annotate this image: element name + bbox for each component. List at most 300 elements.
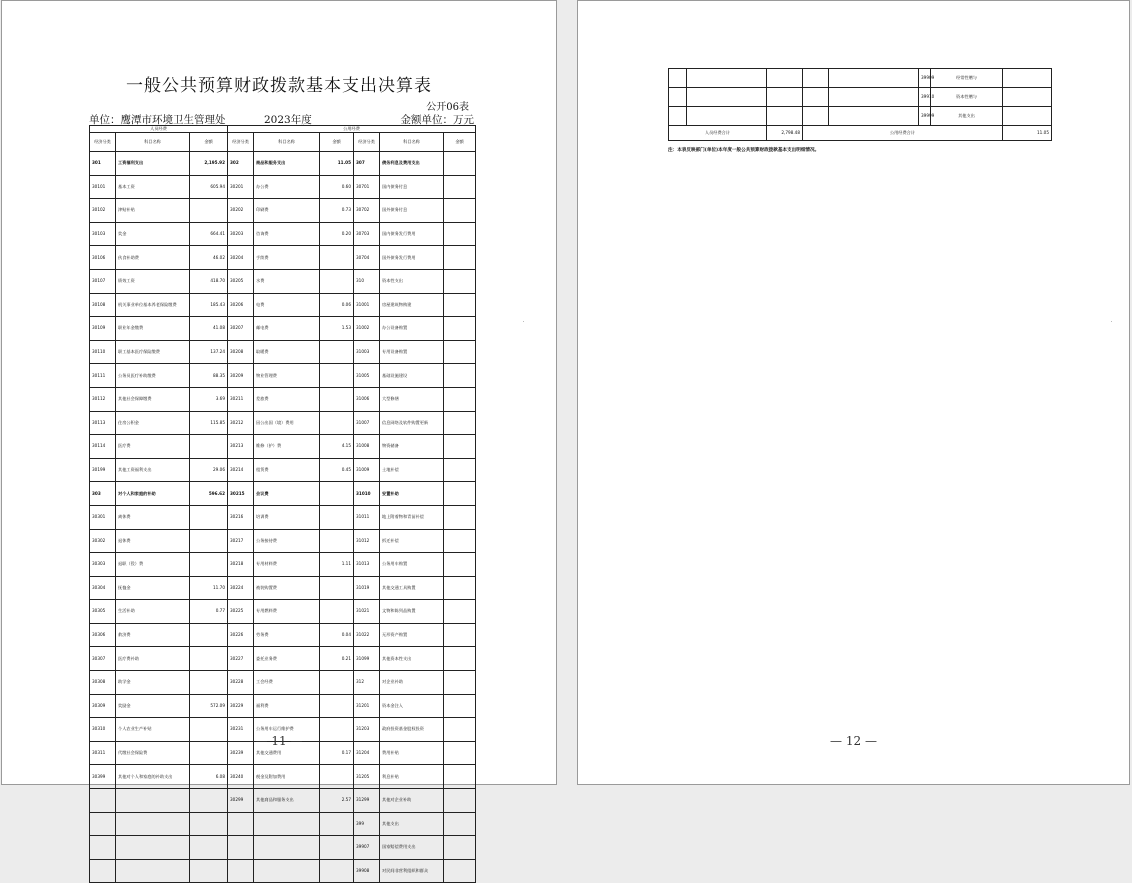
amount-cell: 0.06 <box>320 293 354 317</box>
econ-code-cell <box>90 859 116 883</box>
item-name-cell: 手续费 <box>254 246 320 270</box>
table-row <box>90 411 476 435</box>
econ-code-cell: 31205 <box>354 765 380 789</box>
amount-cell <box>190 812 228 836</box>
amount-cell: 1.11 <box>320 553 354 577</box>
econ-code-cell: 30202 <box>228 199 254 223</box>
column-header: 金额 <box>320 133 354 152</box>
amount-cell <box>190 553 228 577</box>
column-header: 科目名称 <box>380 133 444 152</box>
amount-cell <box>320 340 354 364</box>
amount-cell <box>444 387 476 411</box>
econ-code-cell <box>228 812 254 836</box>
amount-cell <box>444 482 476 506</box>
item-name-cell: 专用设备购置 <box>380 340 444 364</box>
amount-cell <box>320 246 354 270</box>
table-row <box>90 812 476 836</box>
item-name-cell: 津贴补贴 <box>116 199 190 223</box>
table-cell <box>1003 107 1052 126</box>
item-name-cell: 福利费 <box>254 694 320 718</box>
amount-cell: 0.20 <box>320 222 354 246</box>
item-name-cell: 地上附着物和青苗补偿 <box>380 505 444 529</box>
amount-cell <box>444 623 476 647</box>
econ-code-cell: 30226 <box>228 623 254 647</box>
econ-code-cell: 31299 <box>354 789 380 813</box>
amount-cell <box>190 647 228 671</box>
table-row <box>90 505 476 529</box>
econ-code-cell: 31022 <box>354 623 380 647</box>
amount-cell <box>190 623 228 647</box>
item-name-cell: 资本金注入 <box>380 694 444 718</box>
column-header: 科目名称 <box>254 133 320 152</box>
item-name-cell: 其他对个人和家庭的补助支出 <box>116 765 190 789</box>
item-name-cell <box>116 812 190 836</box>
item-name-cell: 利息补贴 <box>380 765 444 789</box>
item-name-cell: 政府投资基金股权投资 <box>380 718 444 742</box>
econ-code-cell: 30108 <box>90 293 116 317</box>
econ-code-cell: 31005 <box>354 364 380 388</box>
table-cell <box>767 107 803 126</box>
table-row <box>90 387 476 411</box>
item-name-cell: 水费 <box>254 269 320 293</box>
item-name-cell: 基本工资 <box>116 175 190 199</box>
amount-cell: 29.06 <box>190 458 228 482</box>
table-cell <box>767 88 803 107</box>
econ-code-cell: 30110 <box>90 340 116 364</box>
item-name-cell: 救济费 <box>116 623 190 647</box>
item-name-cell: 基础设施建设 <box>380 364 444 388</box>
econ-code-cell: 39907 <box>354 836 380 860</box>
item-name-cell: 国内债务付息 <box>380 175 444 199</box>
amount-cell: 2,195.92 <box>190 152 228 176</box>
table-row <box>90 553 476 577</box>
econ-code-cell: 30207 <box>228 317 254 341</box>
table-cell <box>803 69 829 88</box>
econ-code-cell: 30701 <box>354 175 380 199</box>
econ-code-cell: 31012 <box>354 529 380 553</box>
table-cell <box>669 69 687 88</box>
amount-cell: 11.70 <box>190 576 228 600</box>
amount-cell <box>320 505 354 529</box>
item-name-cell: 培训费 <box>254 505 320 529</box>
econ-code-cell: 30704 <box>354 246 380 270</box>
econ-code-cell: 31009 <box>354 458 380 482</box>
item-name-cell: 邮电费 <box>254 317 320 341</box>
table-row <box>90 529 476 553</box>
amount-cell: 115.85 <box>190 411 228 435</box>
item-name-cell: 奖金 <box>116 222 190 246</box>
table-row <box>90 152 476 176</box>
amount-cell <box>444 647 476 671</box>
table-cell: 其他支出 <box>931 107 1003 126</box>
amount-cell <box>444 199 476 223</box>
econ-code-cell: 30308 <box>90 671 116 695</box>
item-name-cell: 专用燃料费 <box>254 600 320 624</box>
item-name-cell <box>254 859 320 883</box>
econ-code-cell: 30199 <box>90 458 116 482</box>
econ-code-cell: 30303 <box>90 553 116 577</box>
econ-code-cell: 30204 <box>228 246 254 270</box>
item-name-cell: 职业年金缴费 <box>116 317 190 341</box>
amount-cell <box>320 859 354 883</box>
amount-cell <box>320 812 354 836</box>
amount-cell <box>444 836 476 860</box>
econ-code-cell: 30208 <box>228 340 254 364</box>
report-title: 一般公共预算财政拨款基本支出决算表 <box>126 76 432 96</box>
item-name-cell: 对企业补助 <box>380 671 444 695</box>
amount-cell: 88.35 <box>190 364 228 388</box>
item-name-cell <box>254 812 320 836</box>
amount-cell <box>320 364 354 388</box>
amount-cell: 2.57 <box>320 789 354 813</box>
amount-cell <box>444 435 476 459</box>
unit-label: 单位：鹰潭市环境卫生管理处 <box>89 114 226 126</box>
expenditure-table <box>89 125 476 883</box>
amount-cell <box>320 387 354 411</box>
item-name-cell: 退职（役）费 <box>116 553 190 577</box>
econ-code-cell <box>90 812 116 836</box>
table-row <box>90 293 476 317</box>
item-name-cell: 被装购置费 <box>254 576 320 600</box>
econ-code-cell: 30399 <box>90 765 116 789</box>
econ-code-cell: 30299 <box>228 789 254 813</box>
table-row <box>90 246 476 270</box>
table-cell <box>687 88 767 107</box>
econ-code-cell: 30224 <box>228 576 254 600</box>
amount-cell: 41.08 <box>190 317 228 341</box>
year-label: 2023年度 <box>264 114 312 126</box>
page-12 <box>577 0 1130 785</box>
column-header-row <box>90 133 476 152</box>
amount-cell <box>444 269 476 293</box>
amount-cell: 185.43 <box>190 293 228 317</box>
table-cell <box>687 69 767 88</box>
amount-cell <box>320 836 354 860</box>
item-name-cell: 其他交通费用 <box>254 741 320 765</box>
item-name-cell: 文物和陈列品购置 <box>380 600 444 624</box>
table-row <box>669 107 1052 126</box>
amount-cell <box>444 175 476 199</box>
amount-cell <box>444 694 476 718</box>
item-name-cell: 医疗费 <box>116 435 190 459</box>
econ-code-cell: 30107 <box>90 269 116 293</box>
econ-code-cell: 30217 <box>228 529 254 553</box>
total-row <box>669 126 1052 141</box>
table-row <box>669 69 1052 88</box>
econ-code-cell: 30228 <box>228 671 254 695</box>
amount-cell <box>320 269 354 293</box>
amount-cell <box>190 529 228 553</box>
econ-code-cell: 30305 <box>90 600 116 624</box>
amount-cell: 6.08 <box>190 765 228 789</box>
amount-cell <box>190 199 228 223</box>
table-row <box>90 364 476 388</box>
econ-code-cell: 30309 <box>90 694 116 718</box>
item-name-cell: 专用材料费 <box>254 553 320 577</box>
table-row <box>90 435 476 459</box>
column-header: 金额 <box>444 133 476 152</box>
econ-code-cell: 31203 <box>354 718 380 742</box>
item-name-cell: 咨询费 <box>254 222 320 246</box>
page-number: — 12 — <box>830 734 877 748</box>
amount-cell <box>190 836 228 860</box>
amount-cell <box>444 859 476 883</box>
econ-code-cell: 30209 <box>228 364 254 388</box>
item-name-cell: 租赁费 <box>254 458 320 482</box>
item-name-cell: 物业管理费 <box>254 364 320 388</box>
amount-cell: 0.04 <box>320 623 354 647</box>
item-name-cell: 代缴社会保险费 <box>116 741 190 765</box>
item-name-cell: 房屋建筑物购建 <box>380 293 444 317</box>
amount-cell <box>444 671 476 695</box>
item-name-cell <box>254 836 320 860</box>
item-name-cell: 拆迁补偿 <box>380 529 444 553</box>
econ-code-cell: 31021 <box>354 600 380 624</box>
econ-code-cell: 30239 <box>228 741 254 765</box>
item-name-cell: 信息网络及软件购置更新 <box>380 411 444 435</box>
column-header: 科目名称 <box>116 133 190 152</box>
item-name-cell: 住房公积金 <box>116 411 190 435</box>
amount-cell: 605.94 <box>190 175 228 199</box>
econ-code-cell: 301 <box>90 152 116 176</box>
econ-code-cell: 30213 <box>228 435 254 459</box>
item-name-cell: 商品和服务支出 <box>254 152 320 176</box>
item-name-cell: 其他交通工具购置 <box>380 576 444 600</box>
column-header: 金额 <box>190 133 228 152</box>
econ-code-cell: 30302 <box>90 529 116 553</box>
amount-cell <box>320 576 354 600</box>
table-cell <box>687 107 767 126</box>
item-name-cell: 机关事业单位基本养老保险缴费 <box>116 293 190 317</box>
item-name-cell: 奖励金 <box>116 694 190 718</box>
group-header-personnel: 人员经费 <box>90 126 228 133</box>
econ-code-cell: 39908 <box>354 859 380 883</box>
econ-code-cell: 399 <box>354 812 380 836</box>
amount-cell: 0.17 <box>320 741 354 765</box>
amount-cell: 46.02 <box>190 246 228 270</box>
expenditure-table-continued <box>668 68 1052 141</box>
econ-code-cell: 30311 <box>90 741 116 765</box>
column-header: 经济分类 <box>354 133 380 152</box>
table-row <box>90 458 476 482</box>
item-name-cell: 取暖费 <box>254 340 320 364</box>
item-name-cell: 个人农业生产补贴 <box>116 718 190 742</box>
amount-cell: 418.70 <box>190 269 228 293</box>
econ-code-cell: 30307 <box>90 647 116 671</box>
amount-cell <box>320 529 354 553</box>
amount-cell: 572.09 <box>190 694 228 718</box>
item-name-cell: 办公设备购置 <box>380 317 444 341</box>
econ-code-cell: 30211 <box>228 387 254 411</box>
econ-code-cell: 31013 <box>354 553 380 577</box>
amount-cell <box>444 812 476 836</box>
amount-cell: 0.73 <box>320 199 354 223</box>
table-row <box>90 199 476 223</box>
item-name-cell: 委托业务费 <box>254 647 320 671</box>
table-row <box>90 269 476 293</box>
econ-code-cell: 303 <box>90 482 116 506</box>
table-row <box>90 576 476 600</box>
amount-cell <box>190 671 228 695</box>
econ-code-cell: 30112 <box>90 387 116 411</box>
table-cell: 39999 <box>919 107 931 126</box>
econ-code-cell: 30240 <box>228 765 254 789</box>
econ-code-cell: 30205 <box>228 269 254 293</box>
table-row <box>90 671 476 695</box>
table-cell: 资本性赠与 <box>931 88 1003 107</box>
item-name-cell <box>116 836 190 860</box>
amount-cell <box>444 505 476 529</box>
item-name-cell: 印刷费 <box>254 199 320 223</box>
econ-code-cell: 30225 <box>228 600 254 624</box>
item-name-cell: 大型修缮 <box>380 387 444 411</box>
scan-speck <box>1111 321 1112 322</box>
table-cell <box>829 88 919 107</box>
total-public-label: 公用经费合计 <box>803 126 1003 141</box>
item-name-cell: 土地补偿 <box>380 458 444 482</box>
table-cell <box>669 88 687 107</box>
econ-code-cell: 30218 <box>228 553 254 577</box>
amount-cell: 137.24 <box>190 340 228 364</box>
item-name-cell <box>116 789 190 813</box>
amount-cell <box>320 694 354 718</box>
table-cell <box>803 88 829 107</box>
table-cell <box>803 107 829 126</box>
amount-cell <box>444 411 476 435</box>
item-name-cell: 工资福利支出 <box>116 152 190 176</box>
amount-cell: 596.62 <box>190 482 228 506</box>
econ-code-cell: 30212 <box>228 411 254 435</box>
item-name-cell: 公务员医疗补助缴费 <box>116 364 190 388</box>
table-cell <box>1003 69 1052 88</box>
scan-speck <box>523 321 524 322</box>
item-name-cell: 其他对企业补助 <box>380 789 444 813</box>
econ-code-cell: 31003 <box>354 340 380 364</box>
item-name-cell: 费用补贴 <box>380 741 444 765</box>
item-name-cell: 离休费 <box>116 505 190 529</box>
econ-code-cell: 31011 <box>354 505 380 529</box>
econ-code-cell: 302 <box>228 152 254 176</box>
table-note: 注：本表反映部门(单位)本年度一般公共预算财政拨款基本支出明细情况。 <box>668 148 820 153</box>
item-name-cell: 国内债务发行费用 <box>380 222 444 246</box>
table-row <box>90 647 476 671</box>
amount-cell <box>444 152 476 176</box>
table-row <box>90 482 476 506</box>
amount-cell <box>190 859 228 883</box>
item-name-cell: 对个人和家庭的补助 <box>116 482 190 506</box>
item-name-cell: 物资储备 <box>380 435 444 459</box>
amount-cell: 0.77 <box>190 600 228 624</box>
item-name-cell: 退休费 <box>116 529 190 553</box>
total-public-value: 11.05 <box>1003 126 1052 141</box>
amount-cell: 11.05 <box>320 152 354 176</box>
econ-code-cell: 30231 <box>228 718 254 742</box>
table-row <box>90 317 476 341</box>
amount-cell <box>444 246 476 270</box>
table-row <box>669 88 1052 107</box>
amount-cell <box>320 600 354 624</box>
table-row <box>90 789 476 813</box>
econ-code-cell: 30702 <box>354 199 380 223</box>
page-number: — 11 — <box>255 734 303 748</box>
total-personnel-value: 2,798.48 <box>767 126 803 141</box>
table-cell: 经常性赠与 <box>931 69 1003 88</box>
amount-cell <box>320 411 354 435</box>
econ-code-cell: 31007 <box>354 411 380 435</box>
item-name-cell: 电费 <box>254 293 320 317</box>
econ-code-cell: 30310 <box>90 718 116 742</box>
amount-cell <box>190 435 228 459</box>
amount-cell <box>444 600 476 624</box>
econ-code-cell: 30304 <box>90 576 116 600</box>
amount-cell <box>444 222 476 246</box>
amount-cell <box>444 765 476 789</box>
amount-cell: 0.60 <box>320 175 354 199</box>
amount-cell: 664.41 <box>190 222 228 246</box>
group-header-public: 公用经费 <box>228 126 476 133</box>
table-row <box>90 765 476 789</box>
table-cell <box>829 69 919 88</box>
item-name-cell: 国外债务付息 <box>380 199 444 223</box>
econ-code-cell: 31008 <box>354 435 380 459</box>
item-name-cell: 因公出国（境）费用 <box>254 411 320 435</box>
amount-cell <box>444 576 476 600</box>
item-name-cell: 差旅费 <box>254 387 320 411</box>
amount-cell <box>444 340 476 364</box>
econ-code-cell: 30215 <box>228 482 254 506</box>
table-row <box>90 175 476 199</box>
amount-cell <box>444 789 476 813</box>
econ-code-cell: 30203 <box>228 222 254 246</box>
econ-code-cell: 310 <box>354 269 380 293</box>
item-name-cell: 其他支出 <box>380 812 444 836</box>
econ-code-cell: 312 <box>354 671 380 695</box>
table-row <box>90 694 476 718</box>
item-name-cell <box>116 859 190 883</box>
item-name-cell: 绩效工资 <box>116 269 190 293</box>
econ-code-cell: 31204 <box>354 741 380 765</box>
item-name-cell: 债务利息及费用支出 <box>380 152 444 176</box>
table-cell <box>767 69 803 88</box>
econ-code-cell: 30103 <box>90 222 116 246</box>
amount-cell <box>190 789 228 813</box>
amount-cell <box>320 671 354 695</box>
item-name-cell: 职工基本医疗保险缴费 <box>116 340 190 364</box>
econ-code-cell <box>90 836 116 860</box>
item-name-cell: 公务用车运行维护费 <box>254 718 320 742</box>
amount-cell: 0.21 <box>320 647 354 671</box>
econ-code-cell: 30216 <box>228 505 254 529</box>
econ-code-cell: 30227 <box>228 647 254 671</box>
form-number: 公开06表 <box>426 102 469 113</box>
total-personnel-label: 人员经费合计 <box>669 126 767 141</box>
column-header: 经济分类 <box>228 133 254 152</box>
item-name-cell: 工会经费 <box>254 671 320 695</box>
econ-code-cell: 31006 <box>354 387 380 411</box>
amount-cell <box>444 458 476 482</box>
table-cell: 39909 <box>919 69 931 88</box>
item-name-cell: 办公费 <box>254 175 320 199</box>
econ-code-cell <box>228 859 254 883</box>
item-name-cell: 公务用车购置 <box>380 553 444 577</box>
table-row <box>90 340 476 364</box>
item-name-cell: 对民间非营利组织和群众 <box>380 859 444 883</box>
item-name-cell: 无形资产购置 <box>380 623 444 647</box>
item-name-cell: 维修（护）费 <box>254 435 320 459</box>
table-row <box>90 836 476 860</box>
table-cell <box>829 107 919 126</box>
amount-unit: 金额单位：万元 <box>400 114 474 126</box>
